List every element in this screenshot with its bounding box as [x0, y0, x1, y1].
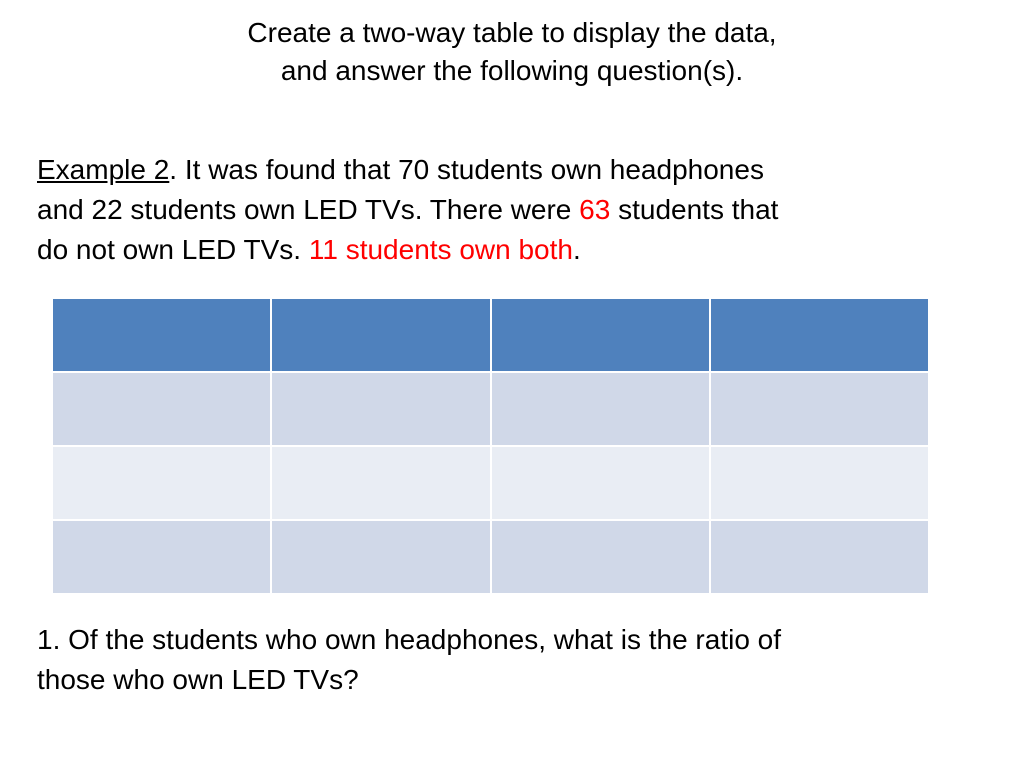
table-cell[interactable] — [271, 520, 490, 594]
highlight-both: 11 students own both — [308, 234, 573, 265]
example-line-3-text-a: do not own LED TVs. — [37, 234, 309, 265]
table-row — [52, 446, 929, 520]
two-way-table — [51, 297, 930, 595]
example-line-3 — [37, 230, 987, 270]
example-line-1-text: . It was found that 70 students own headphones — [169, 154, 764, 185]
example-line-3-text-b: . — [572, 234, 581, 265]
question-1 — [37, 620, 987, 700]
example-line-2 — [37, 190, 987, 230]
table-cell[interactable] — [271, 298, 490, 372]
example-line-2-text-b: students that — [610, 194, 779, 225]
table-cell[interactable] — [710, 298, 929, 372]
table-cell[interactable] — [52, 520, 271, 594]
table-cell[interactable] — [52, 446, 271, 520]
title-line-2: and answer the following question(s). — [280, 55, 744, 86]
table-cell[interactable] — [491, 298, 710, 372]
table-cell[interactable] — [710, 372, 929, 446]
table-row — [52, 520, 929, 594]
table-cell[interactable] — [491, 520, 710, 594]
example-label: Example 2 — [37, 154, 170, 185]
table-cell[interactable] — [491, 446, 710, 520]
table-cell[interactable] — [271, 446, 490, 520]
table-header-row — [52, 298, 929, 372]
question-line-1: 1. Of the students who own headphones, what is the ratio of — [37, 624, 782, 655]
table-row — [52, 372, 929, 446]
table-cell[interactable] — [52, 372, 271, 446]
table-cell[interactable] — [710, 520, 929, 594]
table-cell[interactable] — [710, 446, 929, 520]
example-line-1 — [37, 150, 987, 190]
example-paragraph — [37, 150, 987, 270]
table-cell[interactable] — [271, 372, 490, 446]
question-line-2: those who own LED TVs? — [37, 664, 359, 695]
title-line-1: Create a two-way table to display the data, — [247, 17, 777, 48]
slide-title — [0, 14, 1024, 90]
table-cell[interactable] — [52, 298, 271, 372]
table-cell[interactable] — [491, 372, 710, 446]
example-line-2-text-a: and 22 students own LED TVs. There were — [37, 194, 580, 225]
highlight-63: 63 — [579, 194, 611, 225]
